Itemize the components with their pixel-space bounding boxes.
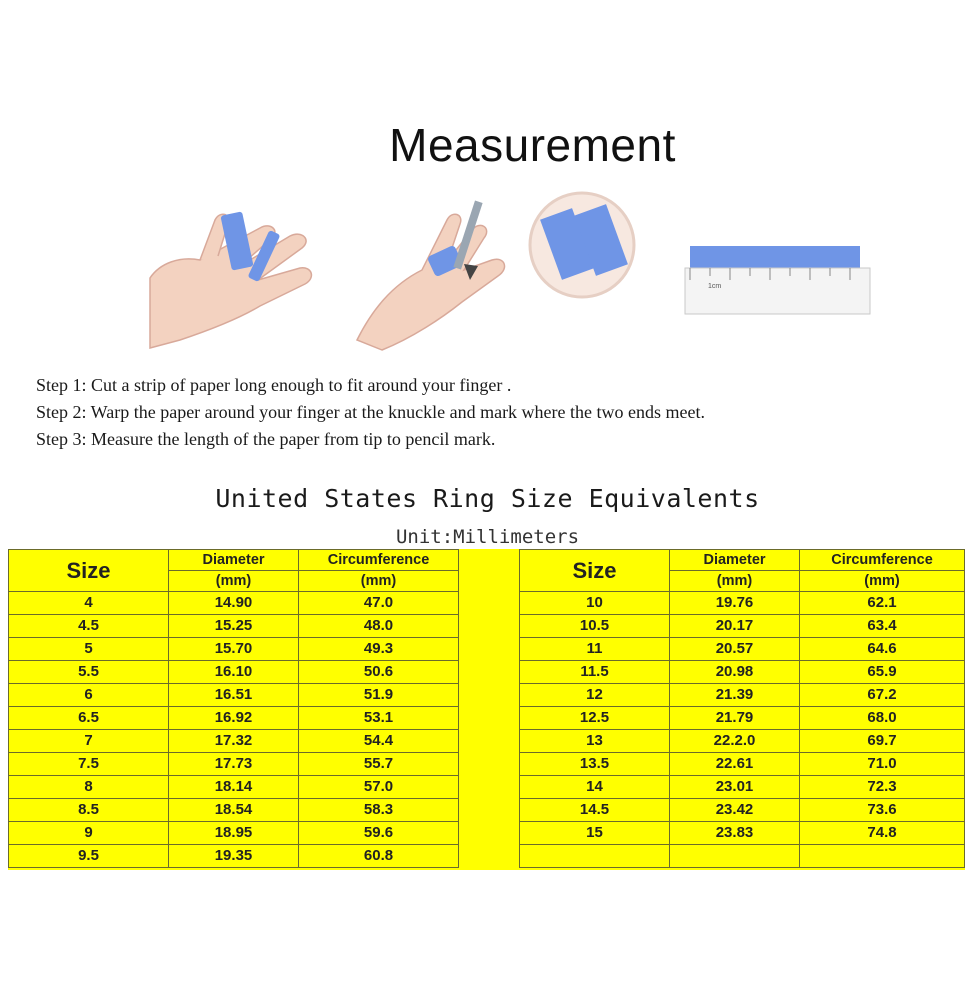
table-row — [520, 822, 965, 845]
cell-circumference: 54.4 — [299, 730, 459, 753]
table-row — [9, 845, 459, 868]
cell-circumference: 73.6 — [800, 799, 965, 822]
cell-size: 13.5 — [520, 753, 670, 776]
cell-circumference: 72.3 — [800, 776, 965, 799]
cell-circumference: 74.8 — [800, 822, 965, 845]
cell-size: 13 — [520, 730, 670, 753]
cell-diameter: 18.54 — [169, 799, 299, 822]
cell-size: 10 — [520, 592, 670, 615]
ring-size-table — [8, 549, 965, 870]
table-row — [9, 730, 459, 753]
table-row — [520, 730, 965, 753]
step-2: Step 2: Warp the paper around your finger at the knuckle and mark where the two ends meet. — [36, 402, 705, 422]
cell-diameter: 20.17 — [670, 615, 800, 638]
table-row — [9, 684, 459, 707]
cell-size: 14.5 — [520, 799, 670, 822]
cell-diameter: 20.57 — [670, 638, 800, 661]
ruler-with-strip-image — [680, 240, 875, 320]
cell-diameter: 21.79 — [670, 707, 800, 730]
cell-size: 10.5 — [520, 615, 670, 638]
table-title: United States Ring Size Equivalents — [215, 484, 760, 513]
cell-circumference — [800, 845, 965, 868]
cell-circumference: 53.1 — [299, 707, 459, 730]
cell-diameter: 21.39 — [670, 684, 800, 707]
cell-size: 15 — [520, 822, 670, 845]
header-circumference: Circumference — [800, 550, 965, 571]
cell-diameter: 19.76 — [670, 592, 800, 615]
cell-diameter: 23.83 — [670, 822, 800, 845]
table-unit: Unit:Millimeters — [395, 526, 580, 548]
ring-size-table-left — [8, 549, 459, 868]
cell-circumference: 51.9 — [299, 684, 459, 707]
cell-size: 4.5 — [9, 615, 169, 638]
cell-diameter: 16.10 — [169, 661, 299, 684]
cell-circumference: 67.2 — [800, 684, 965, 707]
header-diameter: Diameter — [670, 550, 800, 571]
cell-size: 14 — [520, 776, 670, 799]
cell-diameter: 22.2.0 — [670, 730, 800, 753]
table-row — [9, 661, 459, 684]
cell-diameter: 14.90 — [169, 592, 299, 615]
cell-size: 5.5 — [9, 661, 169, 684]
table-row — [520, 707, 965, 730]
cell-diameter — [670, 845, 800, 868]
cell-circumference: 71.0 — [800, 753, 965, 776]
cell-size: 6.5 — [9, 707, 169, 730]
cell-diameter: 18.14 — [169, 776, 299, 799]
cell-size: 9 — [9, 822, 169, 845]
cell-size: 12 — [520, 684, 670, 707]
table-row — [9, 822, 459, 845]
cell-size: 8.5 — [9, 799, 169, 822]
hand-with-paper-strip-image — [140, 208, 330, 353]
cell-size: 12.5 — [520, 707, 670, 730]
cell-circumference: 68.0 — [800, 707, 965, 730]
table-row — [9, 707, 459, 730]
cell-size — [520, 845, 670, 868]
cell-size: 11.5 — [520, 661, 670, 684]
header-diameter: Diameter — [169, 550, 299, 571]
cell-circumference: 49.3 — [299, 638, 459, 661]
cell-diameter: 17.73 — [169, 753, 299, 776]
cell-circumference: 58.3 — [299, 799, 459, 822]
cell-circumference: 63.4 — [800, 615, 965, 638]
cell-diameter: 18.95 — [169, 822, 299, 845]
cell-circumference: 48.0 — [299, 615, 459, 638]
cell-diameter: 15.70 — [169, 638, 299, 661]
header-circumference-unit: (mm) — [299, 571, 459, 592]
cell-circumference: 60.8 — [299, 845, 459, 868]
cell-size: 8 — [9, 776, 169, 799]
table-row — [520, 684, 965, 707]
pencil-mark-image — [352, 190, 642, 355]
cell-circumference: 50.6 — [299, 661, 459, 684]
cell-diameter: 19.35 — [169, 845, 299, 868]
table-row — [9, 615, 459, 638]
cell-size: 9.5 — [9, 845, 169, 868]
cell-circumference: 47.0 — [299, 592, 459, 615]
cell-diameter: 20.98 — [670, 661, 800, 684]
measurement-illustrations — [0, 190, 975, 365]
cell-diameter: 23.42 — [670, 799, 800, 822]
cell-circumference: 59.6 — [299, 822, 459, 845]
table-row — [9, 638, 459, 661]
header-diameter-unit: (mm) — [670, 571, 800, 592]
cell-diameter: 23.01 — [670, 776, 800, 799]
header-size: Size — [9, 550, 169, 592]
step-1: Step 1: Cut a strip of paper long enough to fit around your finger . — [36, 375, 512, 395]
table-row — [520, 799, 965, 822]
cell-diameter: 16.92 — [169, 707, 299, 730]
table-row — [9, 592, 459, 615]
table-row — [520, 661, 965, 684]
table-row — [520, 753, 965, 776]
step-3: Step 3: Measure the length of the paper from tip to pencil mark. — [36, 429, 496, 449]
header-diameter-unit: (mm) — [169, 571, 299, 592]
cell-diameter: 22.61 — [670, 753, 800, 776]
cell-size: 11 — [520, 638, 670, 661]
cell-diameter: 17.32 — [169, 730, 299, 753]
table-row — [9, 753, 459, 776]
table-row — [9, 776, 459, 799]
page-title: Measurement — [389, 119, 676, 171]
cell-circumference: 65.9 — [800, 661, 965, 684]
table-row — [520, 776, 965, 799]
cell-size: 5 — [9, 638, 169, 661]
cell-circumference: 64.6 — [800, 638, 965, 661]
cell-size: 7.5 — [9, 753, 169, 776]
ruler-label: 1cm — [708, 283, 722, 290]
cell-size: 4 — [9, 592, 169, 615]
table-row — [9, 799, 459, 822]
cell-diameter: 15.25 — [169, 615, 299, 638]
header-circumference: Circumference — [299, 550, 459, 571]
table-row — [520, 592, 965, 615]
table-row — [520, 615, 965, 638]
table-row — [520, 638, 965, 661]
cell-size: 6 — [9, 684, 169, 707]
header-circumference-unit: (mm) — [800, 571, 965, 592]
cell-circumference: 57.0 — [299, 776, 459, 799]
cell-circumference: 55.7 — [299, 753, 459, 776]
ring-size-table-right — [519, 549, 965, 868]
header-size: Size — [520, 550, 670, 592]
instructions — [36, 372, 956, 453]
cell-circumference: 69.7 — [800, 730, 965, 753]
table-row — [520, 845, 965, 868]
cell-circumference: 62.1 — [800, 592, 965, 615]
cell-diameter: 16.51 — [169, 684, 299, 707]
cell-size: 7 — [9, 730, 169, 753]
